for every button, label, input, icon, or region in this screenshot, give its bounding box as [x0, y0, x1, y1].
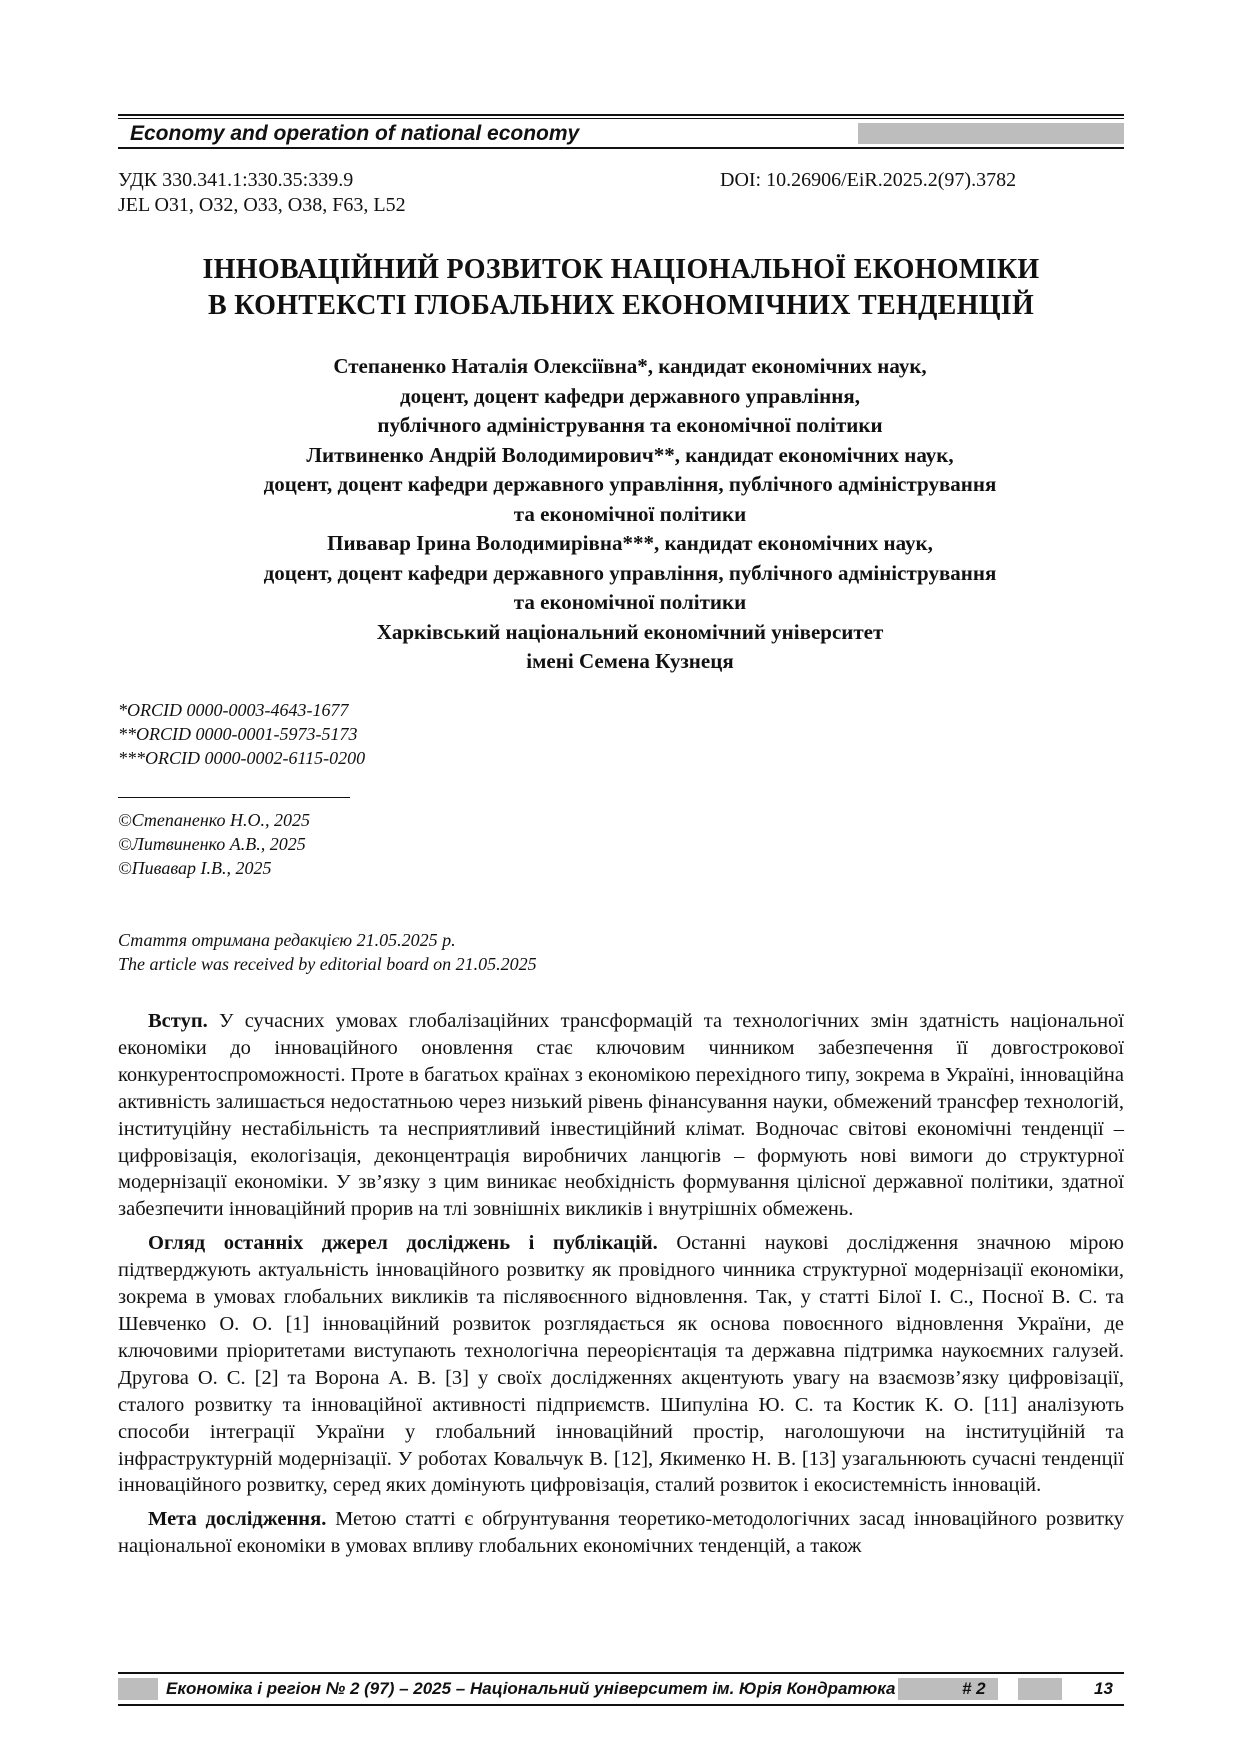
article-body: [118, 1008, 1124, 1567]
received-note: [118, 928, 537, 976]
copyright-list: [118, 808, 310, 880]
classification-codes: [118, 168, 406, 218]
header-rule-bottom: [118, 147, 1124, 149]
footer-rule-top: [118, 1672, 1124, 1674]
affiliation-line: імені Семена Кузнеця: [526, 649, 734, 673]
orcid-item: *ORCID 0000-0003-4643-1677: [118, 700, 349, 720]
udc-code: УДК 330.341.1:330.35:339.9: [118, 169, 354, 191]
doi: DOI: 10.26906/EiR.2025.2(97).3782: [720, 169, 1017, 191]
received-en: The article was received by editorial board on 21.05.2025: [118, 954, 537, 974]
author-block: [150, 352, 1110, 677]
author-line: доцент, доцент кафедри державного управління, публічного адміністрування: [263, 560, 997, 585]
received-ua: Стаття отримана редакцією 21.05.2025 р.: [118, 930, 456, 950]
article-title: [118, 252, 1124, 324]
author-line: та економічної політики: [513, 501, 747, 526]
copyright-item: ©Степаненко Н.О., 2025: [118, 810, 311, 830]
paragraph-research-aim: [118, 1506, 1124, 1560]
affiliation-line: Харківський національний економічний університет: [376, 619, 884, 644]
author-line: публічного адміністрування та економічної політики: [377, 413, 883, 437]
running-header-title: Economy and operation of national economy: [130, 122, 580, 145]
footer-rule-bottom: [118, 1704, 1124, 1706]
article-title-line: ІННОВАЦІЙНИЙ РОЗВИТОК НАЦІОНАЛЬНОЇ ЕКОНОМІКИ: [202, 254, 1040, 285]
orcid-item: ***ORCID 0000-0002-6115-0200: [118, 748, 366, 768]
footnote-separator: [118, 797, 350, 798]
author-line: та економічної політики: [513, 590, 747, 614]
jel-code: JEL O31, O32, O33, O38, F63, L52: [118, 194, 406, 216]
paragraph-text: Метою статті є обґрунтування теоретико-методологічних засад інноваційного розвитку національної економіки в умовах впливу глобальних економічних тенденцій, а також: [118, 1508, 1124, 1558]
author-line: Пивавар Ірина Володимирівна***, кандидат економічних наук,: [327, 531, 933, 555]
paragraph-text: Останні наукові дослідження значною мірою підтверджують актуальність інноваційного розвитку як провідного чинника структурної модернізації економіки, зокрема в умовах глобальних викликів та післявоєнного відновлення. Так, у статті Білої І. С., Посної В. С. та Шевченко О. О. [1] інноваційний розвиток розглядається як основа повоєнного відновлення України, де ключовими пріоритетами виступають технологічна переорієнтація та державна підтримка наукоємних галузей. Другова О. С. [2] та Ворона А. В. [3] у своїх дослідженнях акцентують увагу на взаємозв’язку цифровізації, сталого розвитку та інноваційної активності підприємств. Шипуліна Ю. С. та Костик К. О. [11] аналізують способи інтеграції України у глобальний інноваційний простір, наголошуючи на інституційній та інфраструктурній модернізації. У роботах Ковальчук В. [12], Якименко Н. В. [13] узагальнюють сучасні тенденції інноваційного розвитку, серед яких домінують цифровізація, сталий розвиток і екосистемність інновацій.: [118, 1232, 1124, 1497]
article-title-line: В КОНТЕКСТІ ГЛОБАЛЬНИХ ЕКОНОМІЧНИХ ТЕНДЕНЦІЙ: [207, 290, 1035, 321]
section-heading: Огляд останніх джерел досліджень і публікацій.: [148, 1232, 658, 1255]
paragraph-text: У сучасних умовах глобалізаційних трансформацій та технологічних змін здатність національної економіки до інноваційного оновлення стає ключовим чинником забезпечення її довгострокової конкурентоспроможності. Проте в багатьох країнах з економікою перехідного типу, зокрема в Україні, інноваційна активність залишається недостатньою через низький рівень фінансування науки, обмежений трансфер технологій, інституційну нестабільність та несприятливий інвестиційний клімат. Водночас світові економічні тенденції – цифровізація, екологізація, деконцентрація виробничих ланцюгів – формують нові вимоги до структурної модернізації економіки. У зв’язку з цим виникає необхідність формування цілісної державної політики, здатної забезпечити інноваційний прорив на тлі зовнішніх викликів і внутрішніх обмежень.: [118, 1010, 1124, 1221]
author-line: доцент, доцент кафедри державного управління,: [400, 383, 860, 408]
header-rule-top: [118, 114, 1124, 116]
page-number: 13: [1094, 1679, 1113, 1698]
author-line: Степаненко Наталія Олексіївна*, кандидат економічних наук,: [333, 354, 927, 378]
paragraph-literature-review: [118, 1230, 1124, 1499]
section-heading: Мета дослідження.: [148, 1508, 327, 1531]
orcid-list: [118, 698, 365, 770]
author-line: доцент, доцент кафедри державного управління, публічного адміністрування: [263, 472, 997, 496]
footer-journal: Економіка і регіон № 2 (97) – 2025 – Національний університет ім. Юрія Кондратюка: [166, 1679, 896, 1698]
author-line: Литвиненко Андрій Володимирович**, кандидат економічних наук,: [306, 442, 954, 467]
paragraph-introduction: [118, 1008, 1124, 1223]
orcid-item: **ORCID 0000-0001-5973-5173: [118, 724, 358, 744]
header-rule-top-thin: [118, 118, 1124, 119]
footer-issue: # 2: [962, 1679, 986, 1698]
copyright-item: ©Пивавар І.В., 2025: [118, 858, 272, 878]
copyright-item: ©Литвиненко А.В., 2025: [118, 834, 306, 854]
section-heading: Вступ.: [148, 1010, 208, 1032]
